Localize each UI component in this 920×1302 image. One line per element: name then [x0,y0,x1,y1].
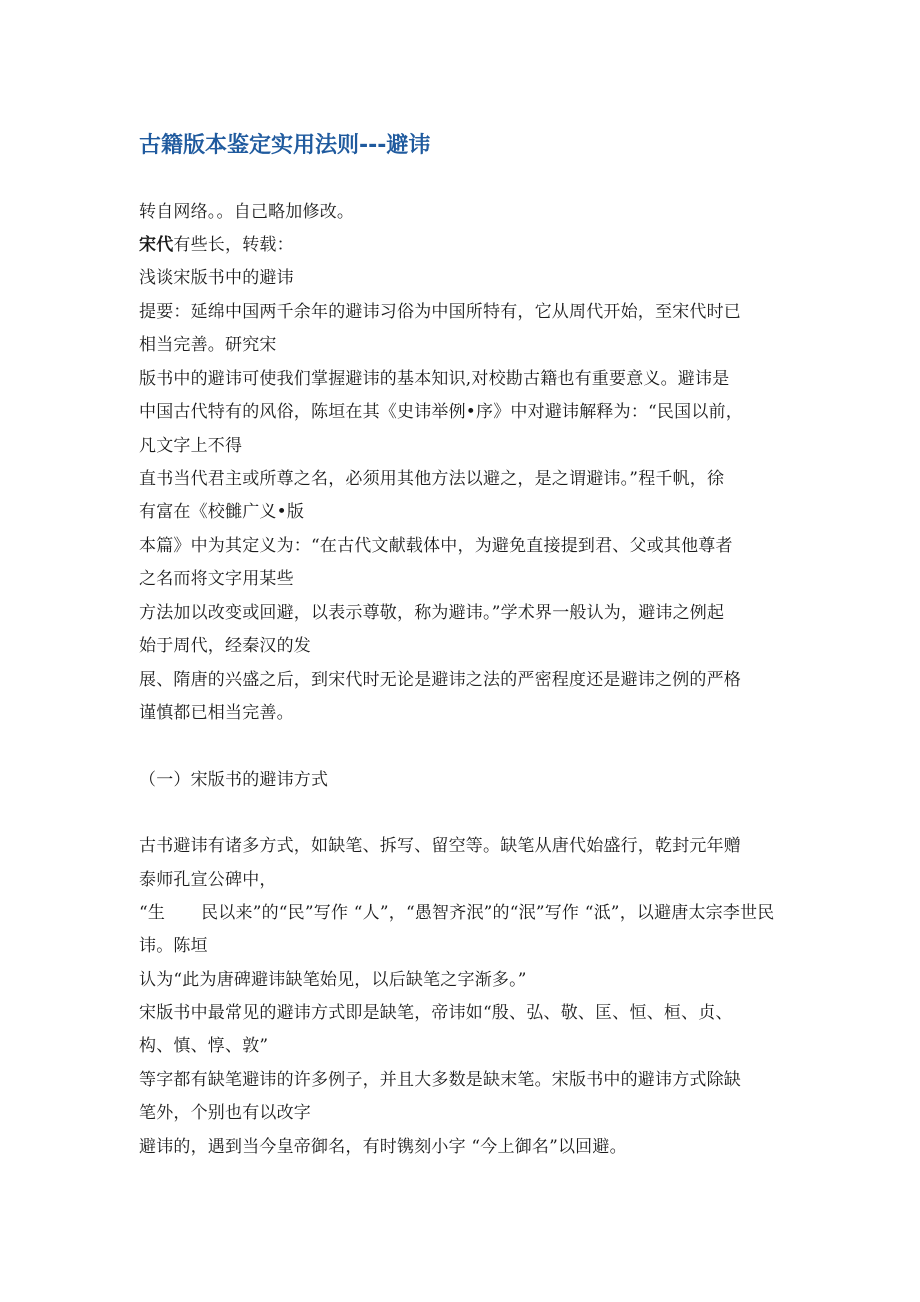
text-line: 避讳的，遇到当今皇帝御名，有时镌刻小字 “今上御名”以回避。 [139,1137,627,1157]
text-line: 展、隋唐的兴盛之后，到宋代时无论是避讳之法的严密程度还是避讳之例的严格 [139,670,741,690]
text-line [139,903,775,923]
text-line: 古书避讳有诸多方式，如缺笔、拆写、留空等。缺笔从唐代始盛行，乾封元年赠 [139,836,741,856]
text-segment: 民以来”的“民”写作 “人”，“愚智齐泯”的“泯”写作 “泜”，以避唐太宗李世民 [201,903,775,923]
section-heading: （一）宋版书的避讳方式 [139,770,329,790]
text-line: 版书中的避讳可使我们掌握避讳的基本知识,对校勘古籍也有重要意义。避讳是 [139,369,730,389]
text-line [139,235,294,255]
text-line: 宋版书中最常见的避讳方式即是缺笔，帝讳如“殷、弘、敬、匡、恒、桓、贞、 [139,1003,733,1023]
text-line: 始于周代，经秦汉的发 [139,636,311,656]
text-line: 谨慎都已相当完善。 [139,703,294,723]
text-line: 之名而将文字用某些 [139,569,294,589]
text-segment: 有些长，转载： [173,235,294,255]
text-line: 浅谈宋版书中的避讳 [139,268,294,288]
bold-term: 宋代 [139,235,174,255]
text-line: 讳。陈垣 [139,936,208,956]
text-line: 中国古代特有的风俗，陈垣在其《史讳举例•序》中对避讳解释为：“民国以前， [139,402,743,422]
text-line: 认为“此为唐碑避讳缺笔始见，以后缺笔之字渐多。” [139,970,527,990]
text-segment: “生 [139,903,166,923]
text-line: 本篇》中为其定义为：“在古代文献载体中，为避免直接提到君、父或其他尊者 [139,536,733,556]
text-line: 相当完善。研究宋 [139,335,277,355]
text-line: 泰师孔宣公碑中， [139,870,277,890]
text-line: 有富在《校雠广义•版 [139,502,305,522]
text-line: 提要：延绵中国两千余年的避讳习俗为中国所特有，它从周代开始，至宋代时已 [139,302,741,322]
text-line: 方法加以改变或回避，以表示尊敬，称为避讳。”学术界一般认为，避讳之例起 [139,603,725,623]
text-line: 构、慎、惇、敦” [139,1036,269,1056]
document-title: 古籍版本鉴定实用法则---避讳 [139,133,431,158]
text-line: 等字都有缺笔避讳的许多例子，并且大多数是缺末笔。宋版书中的避讳方式除缺 [139,1070,741,1090]
text-line: 凡文字上不得 [139,436,243,456]
text-line: 笔外，个别也有以改字 [139,1103,311,1123]
text-line: 直书当代君主或所尊之名，必须用其他方法以避之，是之谓避讳。”程千帆，徐 [139,469,725,489]
text-line: 转自网络。。自己略加修改。 [139,202,355,222]
